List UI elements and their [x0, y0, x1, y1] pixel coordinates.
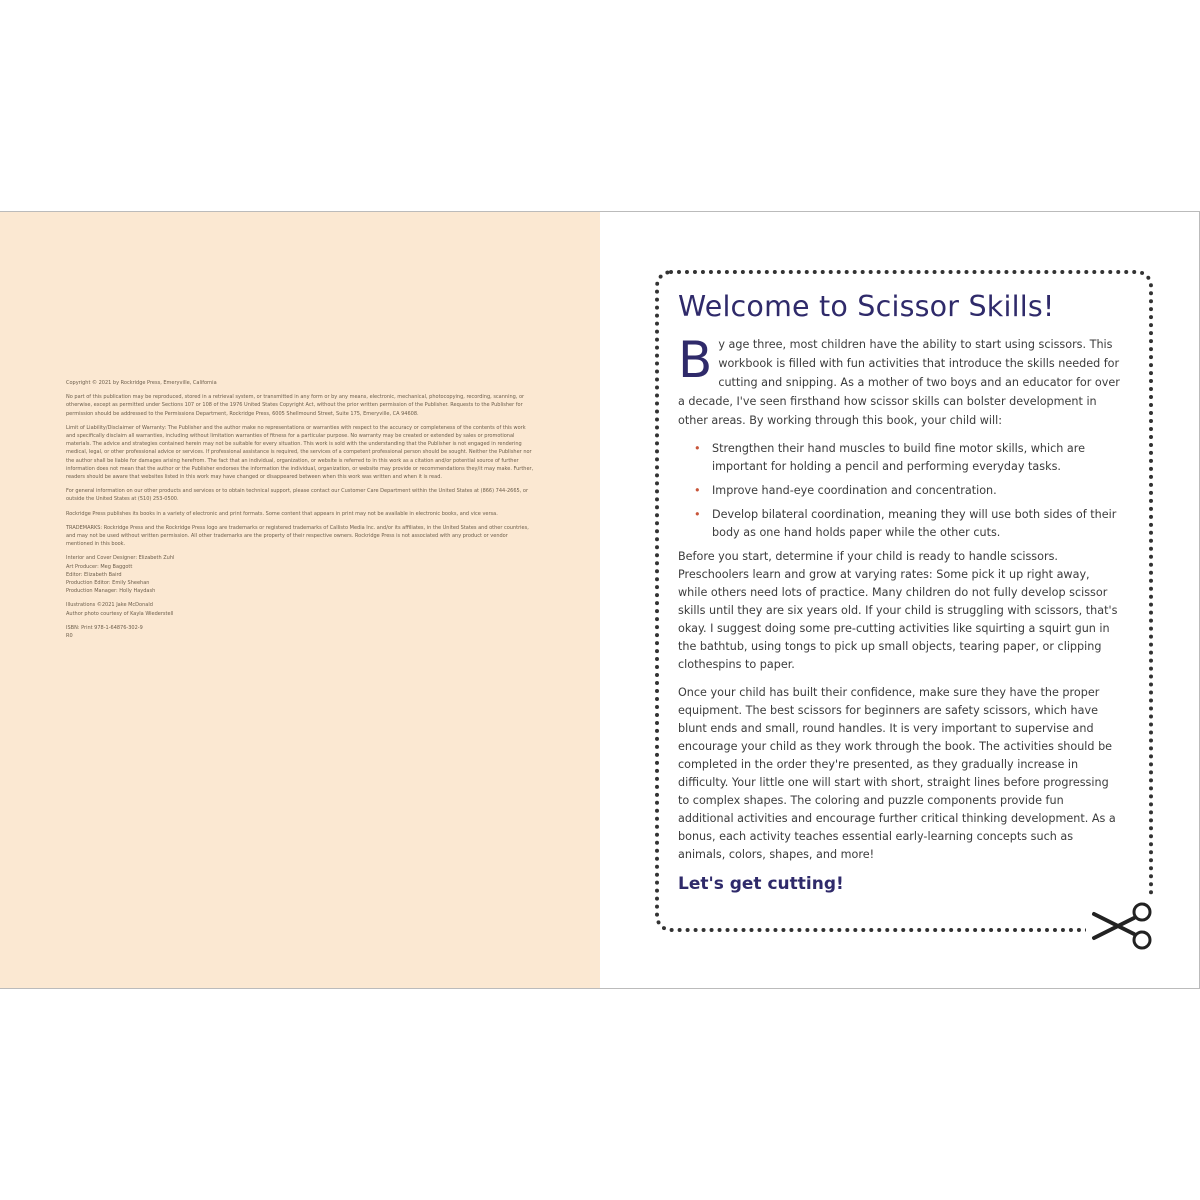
list-item [694, 440, 1122, 476]
customer-care-info: For general information on our other products and services or to obtain technical support, please contact our Customer Care Department within the United States at (866) 744-2665, or outside the United States at (510) 253-0500. [66, 488, 529, 503]
illustration-credits: Illustrations ©2021 Jake McDonald Author photo courtesy of Kayla Wiederstell [66, 602, 174, 617]
page-title: Welcome to Scissor Skills! [678, 290, 1055, 323]
book-spread [0, 211, 1200, 989]
intro-paragraph [678, 331, 1122, 430]
liability-disclaimer: Limit of Liability/Disclaimer of Warranty: The Publisher and the author make no representations or warranties with respect to the accuracy or completeness of the contents of this work and specifically disclaim all warranties, including without limitation warranties of fitness for a particular purpose. No warranty may be created or extended by sales or promotional materials. The advice and strategies contained herein may not be suitable for every situation. This work is sold with the understanding that the Publisher is not engaged in rendering medical, legal, or other professional advice or services. If professional assistance is required, the services of a competent professional person should be sought. Neither the Publisher nor the author shall be liable for damages arising herefrom. The fact that an individual, organization, or website is referred to in this work as a citation and/or potential source of further information does not mean that the author or the Publisher endorses the information the individual, organization, or website may provide or recommendations they/it may make. Further, readers should be aware that websites listed in this work may have changed or disappeared between when this work was written and when it is read. [66, 424, 534, 481]
drop-cap: B [678, 331, 713, 389]
trademarks-notice: TRADEMARKS: Rockridge Press and the Rockridge Press logo are trademarks or registered trademarks of Callisto Media Inc. and/or its affiliates, in the United States and other countries, and may not be used without written permission. All other trademarks are the property of their respective owners. Rockridge Press is not associated with any product or vendor mentioned in this book. [66, 524, 529, 548]
list-item-text: Develop bilateral coordination, meaning they will use both sides of their body as one hand holds paper while the other cuts. [712, 508, 1117, 539]
formats-notice: Rockridge Press publishes its books in a variety of electronic and print formats. Some content that appears in print may not be available in electronic books, and vice versa. [66, 510, 498, 517]
list-item [694, 482, 1122, 500]
isbn: ISBN: Print 978-1-64876-302-9 R0 [66, 624, 143, 640]
equipment-paragraph: Once your child has built their confidence, make sure they have the proper equipment. The best scissors for beginners are safety scissors, which have blunt ends and small, round handles. It is very important to supervise and encourage your child as they work through the book. The activities should be completed in the order they're presented, as they gradually increase in difficulty. Your little one will start with short, straight lines before progressing to complex shapes. The coloring and puzzle components provide fun additional activities and encourage further critical thinking development. As a bonus, each activity teaches essential early-learning concepts such as animals, colors, shapes, and more! [678, 686, 1116, 861]
intro-text: y age three, most children have the ability to start using scissors. This workbook is filled with fun activities that introduce the skills needed for cutting and snipping. As a mother of two boys and an educator for over a decade, I've seen firsthand how scissor skills can bolster development in other areas. By working through this book, your child will: [678, 338, 1120, 427]
scissors-icon [1086, 896, 1156, 956]
readiness-paragraph: Before you start, determine if your child is ready to handle scissors. Preschoolers learn and grow at varying rates: Some pick it up right away, while others need lots of practice. Many children do not fully develop scissor skills until they are six years old. If your child is struggling with scissors, that's okay. I suggest doing some pre-cutting activities like squirting a squirt gun in the bathtub, using tongs to pick up small objects, tearing paper, or clipping clothespins to paper. [678, 550, 1118, 671]
copyright-page [0, 212, 600, 988]
bullet-icon: • [694, 442, 701, 455]
credits: Interior and Cover Designer: Elizabeth Zuhl Art Producer: Meg Baggott Editor: Elizabeth Baird Production Editor: Emily Sheehan Production Manager: Holly Haydash [66, 555, 175, 595]
closing-line: Let's get cutting! [678, 874, 844, 894]
list-item-text: Improve hand-eye coordination and concentration. [712, 484, 997, 497]
copyright-text [66, 379, 536, 646]
bullet-icon: • [694, 508, 701, 521]
reproduction-notice: No part of this publication may be reproduced, stored in a retrieval system, or transmitted in any form or by any means, electronic, mechanical, photocopying, recording, scanning, or otherwise, except as permitted under Sections 107 or 108 of the 1976 United States Copyright Act, without the prior written permission of the Publisher. Requests to the Publisher for permission should be addressed to the Permissions Department, Rockridge Press, 6005 Shellmound Street, Suite 175, Emeryville, CA 94608. [66, 394, 525, 417]
list-item [694, 506, 1122, 542]
benefits-list [678, 440, 1122, 542]
list-item-text: Strengthen their hand muscles to build fine motor skills, which are important for holding a pencil and performing everyday tasks. [712, 442, 1085, 473]
copyright-line: Copyright © 2021 by Rockridge Press, Emeryville, California [66, 380, 217, 386]
bullet-icon: • [694, 484, 701, 497]
welcome-content [678, 290, 1122, 894]
welcome-page [600, 212, 1200, 988]
